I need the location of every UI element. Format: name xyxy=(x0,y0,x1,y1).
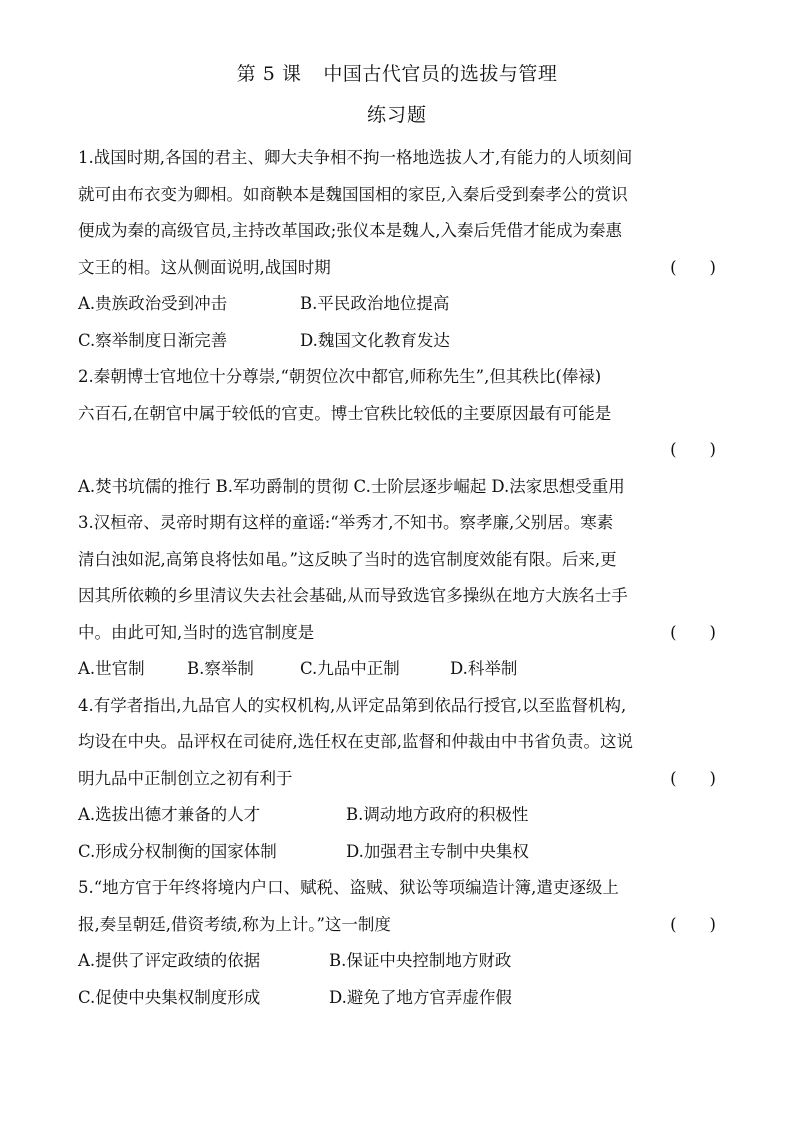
question-text-line: 文王的相。这从侧面说明,战国时期 xyxy=(78,257,331,277)
option-row xyxy=(78,797,718,834)
lesson-number: 第 5 课 xyxy=(236,63,302,85)
question-text-line: 就可由布衣变为卿相。如商鞅本是魏国国相的家臣,入秦后受到秦孝公的赏识 xyxy=(78,184,628,204)
question-text-line: 清白浊如泥,高第良将怯如黾。”这反映了当时的选官制度效能有限。后来,更 xyxy=(78,549,617,569)
question-text-line: 因其所依赖的乡里清议失去社会基础,从而导致选官多操纵在地方大族名士手 xyxy=(78,586,628,605)
option-d: D.魏国文化教育发达 xyxy=(300,330,450,350)
question-text-line: 3.汉桓帝、灵帝时期有这样的童谣:“举秀才,不知书。察孝廉,父别居。寒素 xyxy=(78,513,614,532)
option-a: A.选拔出德才兼备的人才 xyxy=(78,805,261,824)
option-d: D.加强君主专制中央集权 xyxy=(346,841,529,861)
answer-blank: ( ) xyxy=(670,440,716,459)
question-text-line: 5.“地方官于年终将境内户口、赋税、盗贼、狱讼等项编造计簿,遣吏逐级上 xyxy=(78,878,619,897)
question-text-line: 中。由此可知,当时的选官制度是 xyxy=(78,622,315,642)
question-text-line: 明九品中正制创立之初有利于 xyxy=(78,768,293,788)
question-4 xyxy=(78,688,718,871)
question-2 xyxy=(78,359,718,505)
option-row xyxy=(78,323,718,360)
option-c: C.促使中央集权制度形成 xyxy=(78,987,261,1007)
question-list xyxy=(78,140,718,1016)
option-c: C.九品中正制 xyxy=(300,659,400,678)
page-title xyxy=(0,59,794,86)
option-b: B.调动地方政府的积极性 xyxy=(346,805,529,824)
option-d: D.科举制 xyxy=(450,659,518,678)
option-row xyxy=(78,834,718,871)
option-row xyxy=(78,943,718,980)
answer-blank: ( ) xyxy=(670,622,716,642)
option-row xyxy=(78,651,718,688)
option-b: B.军功爵制的贯彻 xyxy=(215,476,349,496)
option-b: B.察举制 xyxy=(187,659,254,678)
question-text-line: 六百石,在朝官中属于较低的官吏。博士官秩比较低的主要原因最有可能是 xyxy=(78,403,612,423)
option-c: C.察举制度日渐完善 xyxy=(78,330,228,350)
lesson-topic: 中国古代官员的选拔与管理 xyxy=(323,63,558,85)
option-a: A.世官制 xyxy=(78,659,145,678)
question-text-line: 报,奏呈朝廷,借资考绩,称为上计。”这一制度 xyxy=(78,914,391,934)
question-text-line: 均设在中央。品评权在司徒府,选任权在吏部,监督和仲裁由中书省负责。这说 xyxy=(78,732,633,751)
question-1 xyxy=(78,140,718,359)
question-text-line: 便成为秦的高级官员,主持改革国政;张仪本是魏人,入秦后凭借才能成为秦惠 xyxy=(78,221,623,240)
option-a: A.提供了评定政绩的依据 xyxy=(78,951,261,970)
answer-blank: ( ) xyxy=(670,768,716,788)
option-a: A.焚书坑儒的推行 xyxy=(78,476,211,496)
question-5 xyxy=(78,870,718,1016)
question-text-line: 4.有学者指出,九品官人的实权机构,从评定品第到依品行授官,以至监督机构, xyxy=(78,695,627,715)
question-text-line: 1.战国时期,各国的君主、卿大夫争相不拘一格地选拔人才,有能力的人顷刻间 xyxy=(78,148,633,167)
page-subtitle: 练习题 xyxy=(366,104,427,126)
question-text-line: 2.秦朝博士官地位十分尊崇,“朝贺位次中都官,师称先生”,但其秩比(俸禄) xyxy=(78,367,602,386)
option-b: B.保证中央控制地方财政 xyxy=(329,951,512,970)
option-d: D.法家思想受重用 xyxy=(491,476,625,496)
option-b: B.平民政治地位提高 xyxy=(300,294,450,313)
option-c: C.形成分权制衡的国家体制 xyxy=(78,841,277,861)
option-row xyxy=(78,980,718,1017)
option-row xyxy=(78,286,718,323)
option-row xyxy=(78,469,718,506)
option-a: A.贵族政治受到冲击 xyxy=(78,294,228,313)
answer-blank: ( ) xyxy=(670,914,716,934)
option-c: C.士阶层逐步崛起 xyxy=(353,476,487,496)
answer-blank: ( ) xyxy=(670,257,716,277)
question-3 xyxy=(78,505,718,688)
option-d: D.避免了地方官弄虚作假 xyxy=(329,987,512,1007)
